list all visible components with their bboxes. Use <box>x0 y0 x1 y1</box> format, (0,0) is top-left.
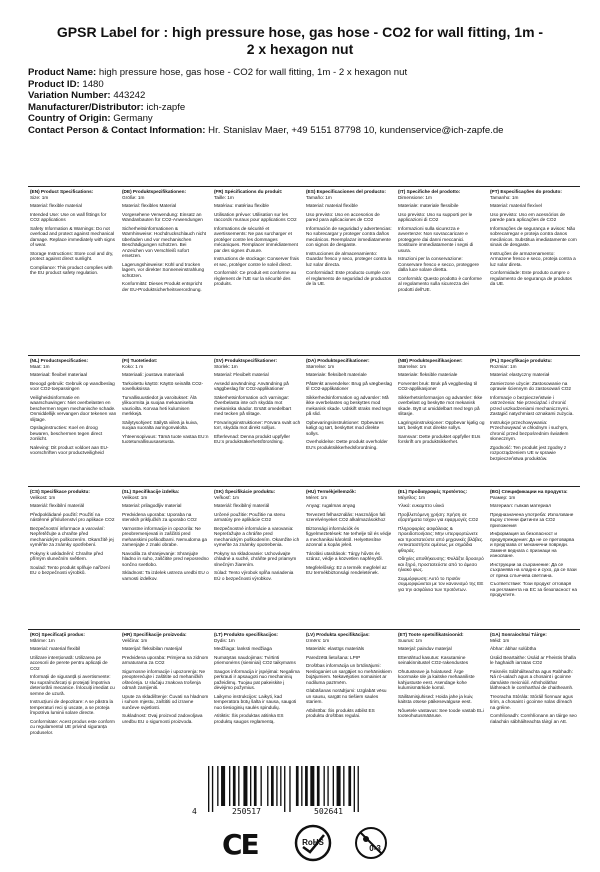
spec-heading: (SK) Špecifikácie produktu: <box>214 489 276 494</box>
spec-line: Säilitamisjuhised: Hoida jahe ja kuiv, kaitsta otsese päikesevalguse eest. <box>398 693 474 704</box>
spec-line: Materiál: flexibilný materiál <box>214 503 270 508</box>
spec-line: Conformidade: Este produto cumpre o regulamento de segurança de produtos da UE. <box>490 270 572 286</box>
spec-line: Material: flexible material <box>30 203 82 208</box>
meta-value: Germany <box>113 113 153 125</box>
barcode-bar <box>296 766 299 806</box>
spec-line: Material: flexibles Material <box>122 203 177 208</box>
spec-line: Forventet bruk: Bruk på veggbeslag til CO2-applikasjoner <box>398 380 477 391</box>
barcode-bar <box>276 766 277 806</box>
spec-line: Upute za skladištenje: Čuvati na hladnom i suhom mjestu, zaštititi od izravne sunčeve svjetlosti. <box>122 693 209 710</box>
spec-line: Anyag: rugalmas anyag <box>306 503 356 508</box>
spec-line: Predviđena uporaba: Primjena na zidnom armaturama za CO2 <box>122 654 209 665</box>
meta-label: Contact Person & Contact Information: <box>28 124 206 136</box>
spec-band <box>28 186 580 355</box>
spec-line: Información de seguridad y advertencias: No sobrecargar y proteger contra daños mecánicos. Reemplazar inmediatamente con signos de desgaste. <box>306 225 392 247</box>
spec-line: Izmērs: 1m <box>306 637 330 643</box>
spec-cell <box>304 487 396 629</box>
spec-line: Konformität: Dieses Produkt entspricht der EU-Produktsicherheitsverordnung. <box>122 281 202 292</box>
spec-line: Conformidad: Este producto cumple con el reglamento de seguridad de productos de la UE. <box>306 270 392 286</box>
spec-line: Treoracha Stórála: Stóráil fionnuar agus tirim, a chosaint i gcoinne solas díreach na gréine. <box>490 693 573 710</box>
barcode-bar <box>212 766 213 812</box>
spec-line: Sigurnosne informacije i upozorenja: Ne preopterećujte i zaštitite od mehaničkih oštećenja. U slučaju znakova trošenja odmah zamijeniti. <box>122 668 206 690</box>
spec-line: Naleving: Dit product voldoet aan EU-voorschriften voor productveiligheid <box>30 444 109 455</box>
rohs-icon <box>294 824 332 862</box>
spec-line: Conformité: Ce produit est conforme au règlement de l'UE sur la sécurité des produits. <box>214 270 297 286</box>
spec-cell <box>28 356 120 486</box>
age-0-3-warning-icon <box>354 826 388 860</box>
spec-cell <box>120 630 212 746</box>
spec-line: Conformitate: Acest produs este conform cu regulamentul UE privind siguranța produselor. <box>30 718 115 735</box>
spec-line: Safety Information & Warnings: Do not overload and protect against mechanical damage. Replace immediately with signs of wear. <box>30 225 115 247</box>
spec-line: Material: material flexível <box>490 203 542 208</box>
spec-cell <box>28 630 120 746</box>
spec-line: Μέγεθος: 1m <box>398 494 426 500</box>
spec-line: Méid: 1m <box>490 637 510 643</box>
spec-heading: (HR) Specifikacije proizvoda: <box>122 632 187 637</box>
spec-heading: (EL) Προδιαγραφές προϊόντος: <box>398 489 468 494</box>
barcode-right-digits: 502641 <box>314 807 343 816</box>
spec-heading: (SV) Produktspecifikationer: <box>214 358 278 363</box>
meta-label: Country of Origin: <box>28 113 111 125</box>
spec-line: Materiál: flexibilní materiál <box>30 503 85 508</box>
spec-line: Dydis: 1m <box>214 637 235 643</box>
spec-line: Bezpečnostní informace a varování: Nepřetěžujte a chraňte před mechanickým poškozením. Okamžitě jej vyměňte za známky opotřebení. <box>30 525 114 547</box>
meta-row <box>28 79 600 91</box>
spec-line: Materiale: materiale flessibile <box>398 203 459 208</box>
spec-line: Veličina: 1m <box>122 637 148 643</box>
spec-cell <box>28 187 120 355</box>
spec-line: Instrucciones de almacenamiento: Guardar fresco y seco, proteger contra la luz solar directa. <box>306 250 392 267</box>
barcode-bar <box>310 766 314 806</box>
spec-heading: (CS) Specifikace produktu: <box>30 489 90 494</box>
spec-line: Material: prilagodljiv material <box>122 503 182 508</box>
spec-line: Informazioni sulla sicurezza e avvertenze: Non sovraccaricare e proteggere dai danni meccanici. Sostituire immediatamente i segni di usura. <box>398 225 474 253</box>
spec-cell <box>120 356 212 486</box>
spec-line: Pokyny na skladovanie: Uchovávajte chladné a suché, chráňte pred priamym slnečným žiarením. <box>214 550 297 567</box>
spec-line: Velikost: 1m <box>30 494 56 500</box>
barcode-left-digits: 250517 <box>232 807 261 816</box>
spec-cell <box>396 187 488 355</box>
spec-line: Instrucțiuni de depozitare: A se păstra la temperaturi reci și uscate, a se proteja împotriva luminii solare directe. <box>30 699 114 715</box>
spec-line: Istruzioni per la conservazione: Conservare fresco e secco, proteggere dalla luce solare diretta. <box>398 256 480 272</box>
spec-line: Informații de siguranță și avertismente: Nu supraîncărcați și protejați împotriva deteriorării mecanice. Înlocuiți imediat cu semne de uzură. <box>30 674 115 696</box>
barcode-bar <box>250 766 251 806</box>
meta-row <box>28 90 600 102</box>
spec-line: Atitiktis: Šis produktas atitinka ES produktų saugos reglamentą. <box>214 713 284 724</box>
spec-heading: (DE) Produktspezifikationen: <box>122 189 187 194</box>
spec-cell <box>488 187 580 355</box>
spec-line: Påtænkt anvendelse: Brug på vægbeslag til CO2-applikationer <box>306 380 392 391</box>
meta-value: high pressure hose, gas hose - CO2 for wall fitting, 1m - 2 x hexagon nut <box>98 67 408 78</box>
spec-line: Uso previsto: Uso en accesorios de pared para aplicaciones de CO2 <box>306 211 380 222</box>
spec-line: Materjal: painduv materjal <box>398 646 452 651</box>
spec-line: Größe: 1m <box>122 194 145 200</box>
spec-heading: (SL) Specifikacije izdelka: <box>122 489 180 494</box>
spec-heading: (HU) Termékjellemzők: <box>306 489 357 494</box>
spec-line: Avsedd användning: Användning på väggbeslag för CO2-applikationer <box>214 380 289 391</box>
svg-text:0-3: 0-3 <box>369 844 381 853</box>
spec-line: Atbilstība: Šis produkts atbilst ES produktu drošības regulai. <box>306 707 375 718</box>
spec-line: Informacje o bezpieczeństwie i ostrzeżenia: Nie przeciążać i chronić przed uszkodzeniami mechanicznymi. Zastąpić natychmiast oznakami zużycia. <box>490 394 574 416</box>
spec-line: Zgodność: Ten produkt jest zgodny z rozporządzeniem UE w sprawie bezpieczeństwa produktów. <box>490 444 567 461</box>
spec-line: Úsáid Beartaithe: Úsáid ar Fheistis bhalla le haghaidh iarratas CO2 <box>490 654 576 665</box>
meta-row <box>28 113 600 125</box>
spec-line: Medžiaga: lanksti medžiaga <box>214 646 272 651</box>
meta-row <box>28 125 600 137</box>
spec-line: Dimensione: 1m <box>398 194 432 200</box>
spec-line: Koko: 1 m <box>122 363 144 369</box>
barcode-bar <box>229 766 230 806</box>
barcode-bar <box>284 766 285 812</box>
spec-line: Instruções de armazenamento: Armazene fresco e seco, proteja contra a luz solar direta. <box>490 250 576 267</box>
barcode-bar <box>343 766 344 806</box>
spec-line: Material: Flexibelt material <box>214 372 269 377</box>
spec-line: Säilytysohjeet: Säilytä viileä ja kuiva, suojaa suoralta auringonvalolta. <box>122 419 199 430</box>
spec-heading: (NL) Productspecificaties: <box>30 358 89 363</box>
barcode-bar <box>337 766 341 806</box>
spec-line: Sikkerhedsinformation og advarsler: Må ikke overbelastes og beskyttes mod mekanisk skade. Udskift straks med tegn på slid. <box>306 394 392 416</box>
spec-cell <box>304 630 396 746</box>
spec-line: Soulad: Tento produkt splňuje nařízení EU o bezpečnosti výrobků. <box>30 564 110 575</box>
spec-line: Intended Use: Use on wall fittings for CO2 applications <box>30 211 107 222</box>
spec-line: Materiaali: joustava materiaali <box>122 372 185 377</box>
spec-heading: (FI) Tuotetiedot: <box>122 358 158 363</box>
spec-line: Samsvar: Dette produktet oppfyller EUs forskrift om produktsikkerhet. <box>398 433 481 444</box>
spec-line: Conformità: Questo prodotto è conforme al regolamento sulla sicurezza dei prodotti dell'UE. <box>398 275 482 292</box>
spec-line: Uso previsto: Uso em acessórios de parede para aplicações de CO2 <box>490 211 566 222</box>
spec-cell <box>488 487 580 629</box>
spec-line: Συμμόρφωση: Αυτό το προϊόν συμμορφώνεται με τον κανονισμό της ΕΕ για την ασφάλεια των προϊόντων. <box>398 575 484 592</box>
spec-line: Lagerungshinweise: Kühl und trocken lagern, vor direkter Sonneneinstrahlung schützen. <box>122 261 205 278</box>
spec-line: Navodila za shranjevanje: Shranjujte hladno in suho, zaščitite pred neposredno sončno svetlobo. <box>122 550 209 567</box>
spec-line: Súlad: Tento výrobok spĺňa nariadenia EÚ o bezpečnosti výrobkov. <box>214 570 294 581</box>
barcode-bar <box>221 766 225 806</box>
spec-line: Overholdelse: Dette produkt overholder EU's produktsikkerhedsforordning. <box>306 439 388 450</box>
spec-line: Størrelse: 1m <box>398 363 427 369</box>
barcode-bar <box>289 766 290 812</box>
page-title: GPSR Label for : high pressure hose, gas hose - CO2 for wall fitting, 1m - 2 x hexagon nut <box>56 24 544 57</box>
spec-line: Zamierzone użycie: Zastosowanie na oprawie ściennym do zastosowań CO2 <box>490 380 572 391</box>
spec-line: Nõuetele vastavus: See toode vastab ELi tooteohutusmääruse. <box>398 707 484 718</box>
meta-value: Hr. Stanislav Maer, +49 5151 87798 10, kundenservice@ich-zapfe.de <box>208 124 504 136</box>
spec-line: Uso previsto: Uso su supporti per le applicazioni di CO2 <box>398 211 473 222</box>
barcode-bar <box>348 766 351 806</box>
spec-line: Materiale: fleksible materiale <box>398 372 458 377</box>
spec-line: Υλικό: ευκαμπτο υλικό <box>398 503 445 508</box>
spec-heading: (GA) Sonraíochtaí Táirge: <box>490 632 547 637</box>
spec-cell <box>212 356 304 486</box>
spec-cell <box>304 356 396 486</box>
barcode-bar <box>333 766 334 806</box>
meta-value: ich-zapfe <box>146 101 186 113</box>
spec-line: Beoogd gebruik: Gebruik op wandbeslag voor CO2-toepassingen <box>30 380 115 391</box>
spec-line: Material: material flexibil <box>30 646 81 651</box>
spec-heading: (EN) Product Specifications: <box>30 189 94 194</box>
spec-line: Maat: 1m <box>30 363 50 369</box>
spec-heading: (DA) Produktspecifikationer: <box>306 358 370 363</box>
spec-heading: (IT) Specifiche del prodotto: <box>398 189 461 194</box>
barcode-bar <box>271 766 274 806</box>
spec-line: Πληροφορίες ασφάλειας & προειδοποιήσεις: Μην υπερφορτώνετε και προστατεύστε από μηχανικές βλάβες. Αντικαταστήστε αμέσως με σημάδια φθοράς. <box>398 525 484 553</box>
spec-line: Opslaginstructies: Koel en droog bewaren, beschermen tegen direct zonlicht. <box>30 425 103 441</box>
meta-row <box>28 67 600 79</box>
spec-line: Varnostne informacije in opozorila: Ne preobremenjevati in zaščititi pred mehanskimi poškodbami. Nemudoma ga zamenjajte z znaki obrabe. <box>122 525 207 547</box>
spec-line: Tamanho: 1m <box>490 194 519 200</box>
spec-line: Veiligheidsinformatie en waarschuwingen: Niet overbelasten en beschermen tegen mechanische schade. Onmiddellijk vervangen door tekenen van slijtage. <box>30 394 117 422</box>
spec-line: Lagringsinstruksjoner: Oppbevar kjølig og tørt, beskytt mot direkte sollys. <box>398 419 485 430</box>
spec-band <box>28 486 580 629</box>
spec-line: Materiāls: elastīgs materiāls <box>306 646 365 651</box>
spec-heading: (FR) Spécifications du produit: <box>214 189 283 194</box>
spec-line: Určené použitie: Použitie na stenu armatúry pre aplikácie CO2 <box>214 511 286 522</box>
spec-line: Veľkosť: 1m <box>214 494 240 500</box>
spec-line: Matériau: matériau flexible <box>214 203 269 208</box>
spec-line: Materiaal: flexibel materiaal <box>30 372 88 377</box>
spec-heading: (PT) Especificações do produto: <box>490 189 562 194</box>
spec-line: Mărime: 1m <box>30 637 55 643</box>
spec-line: Tervezett felhasználás: Használjon fali szerelvényeket CO2 alkalmazásokhoz <box>306 511 386 522</box>
barcode-bar <box>317 766 320 806</box>
spec-line: Tarkoitettu käyttö: Käyttö seinällä CO2-sovelluksissa <box>122 380 204 391</box>
spec-line: Yhteensopivuus: Tämä tuote vastaa EU:n tuoteturvallisuusasetusta. <box>122 433 209 444</box>
barcode-bar <box>327 766 328 806</box>
meta-value: 443242 <box>113 90 146 102</box>
spec-line: Storlek: 1m <box>214 363 238 369</box>
barcode-bar <box>254 766 257 806</box>
barcode-bar <box>280 766 281 806</box>
spec-line: Utilisation prévue: Utilisation sur les raccords muraux pour applications CO2 <box>214 211 297 222</box>
spec-line: Informações de segurança e avisos: Não sobrecarregar e proteja contra danos mecânicos. Substitua imediatamente com sinais de desgaste. <box>490 225 577 247</box>
certification-icons <box>222 824 402 866</box>
spec-heading: (LV) Produkta specifikācijas: <box>306 632 370 637</box>
spec-line: Instrukcje przechowywania: Przechowywać w chłodnym i suchym, chronić przed bezpośrednim światłem słonecznym. <box>490 419 569 441</box>
spec-line: Materijal: fleksibilan materijal <box>122 646 182 651</box>
spec-heading: (BG) Спецификации на продукта: <box>490 489 568 494</box>
spec-cell <box>212 487 304 629</box>
spec-cell <box>396 487 488 629</box>
spec-line: Информация за безопасност и предупреждения: Да не се претоварва и предпазва от механични повреди. Заменя веднага с признаци на износване. <box>490 531 575 558</box>
spec-line: Säkerhetsinformation och varningar: Överbelasta inte och skydda mot mekaniska skador. Ersätt omedelbart med tecken på slitage. <box>214 394 292 416</box>
spec-line: Vorgesehene Verwendung: Einsatz an Wandanbauten für CO2-Anwendungen <box>122 211 203 222</box>
spec-cell <box>120 187 212 355</box>
barcode-bar <box>301 766 302 806</box>
barcode-bar <box>208 766 209 812</box>
spec-line: Biztonsági információk és figyelmeztetések: Ne terhelje túl és védje a mechanikai károktól. Helyettesítse azonnal a kopás jeleit. <box>306 525 392 547</box>
spec-line: Sikkerhetsinformasjon og advarsler: Ikke overbelast og beskytte mot mekanisk skade. Bytt ut umiddelbart med tegn på slitasje. <box>398 394 483 416</box>
product-meta <box>28 67 600 137</box>
spec-line: Compliance: This product complies with the EU product safety regulation. <box>30 264 113 275</box>
spec-band <box>28 629 580 746</box>
spec-line: Suurus: 1m <box>398 637 422 643</box>
spec-line: Sicherheitsinformationen & Warnhinweise: Hochdruckschlauch nicht überladen und vor mechanischen Beschädigungen schützen. Bei Anzeichen von Verschleiß sofort ersetzen. <box>122 225 206 258</box>
spec-line: Pokyny k uskladnění: Chraňte před přímým slunečním světlem. <box>30 550 103 561</box>
spec-heading: (LT) Produkto specifikacijos: <box>214 632 278 637</box>
svg-text:RoHS: RoHS <box>302 838 324 847</box>
spec-line: Instructions de stockage: Conserver frais et sec, protéger contre le soleil direct. <box>214 256 299 267</box>
spec-line: Bezpečnostné informácie a varovania: Nepreťažujte a chráňte pred mechanickým poškodením. Okamžite ich vymeňte za známky opotrebenia. <box>214 525 300 547</box>
barcode-bar <box>233 766 236 806</box>
spec-line: Ohutusteave ja hoiatused: Ärge koormake üle ja kaitske mehaaniliste kahjustuste eest. Asendage kohe kulumismärkide korral. <box>398 668 475 690</box>
barcode-bar <box>267 766 268 806</box>
spec-line: Οδηγίες αποθήκευσης: Φυλάξτε δροσερό και ξηρό, προστατεύστε από το άμεσο ηλιακό φως. <box>398 556 484 572</box>
spec-line: Laikymo instrukcijos: Laikyti, kad temperatūra būtų šalta ir sausa, saugoti nuo tiesioginių saulės spindulių. <box>214 693 297 710</box>
spec-line: Turvallisuustiedot ja varoitukset: Älä ylikuormita ja suojaa mekaaniselta vaurioilta. Korvaa heti kulumisen merkkejä. <box>122 394 197 416</box>
barcode-bar <box>243 766 247 806</box>
spec-heading: (ET) Toote spetsifikatsioonid: <box>398 632 464 637</box>
spec-line: Numatytas naudojimas: Tvirtinti priemonėms (sieniniai) CO2 taikymams <box>214 654 296 665</box>
barcode-bar <box>324 766 325 806</box>
spec-line: Skladnost: Ta izdelek ustreza uredbi EU o varnosti izdelkov. <box>122 570 209 581</box>
spec-line: Rozmiar: 1m <box>490 363 517 369</box>
spec-line: Størrelse: 1m <box>306 363 335 369</box>
spec-cell <box>212 630 304 746</box>
ce-mark-icon: CE <box>222 828 258 861</box>
meta-label: Variation Number: <box>28 90 111 102</box>
spec-line: Material: material flexible <box>306 203 358 208</box>
barcode-bar <box>305 766 308 806</box>
spec-line: Comhlíonadh: Comhlíonann an táirge seo rialachán sábháilteachta táirgí an AE. <box>490 713 577 724</box>
spec-line: Size: 1m <box>30 194 49 200</box>
spec-line: Предназначена употреба: Използване върху стенни фитинги за CO2 приложения <box>490 511 574 528</box>
spec-line: Drošības informācija un brīdinājumi: Nesloganiet un sargājiet no mehāniskiem bojājumiem. Nekavējoties nomainiet ar nodiluma pazīmēm. <box>306 663 392 685</box>
spec-cell <box>304 187 396 355</box>
spec-line: Predvidena uporaba: Uporaba na stenskih priključkih za uporabo CO2 <box>122 511 197 522</box>
spec-line: Předpokládané použití: Použití na nástěnné příslušenství pro aplikace CO2 <box>30 511 115 522</box>
spec-line: Ettenähtud kasutus: Kasutamine seinakinnitustel CO2-rakendustes <box>398 654 469 665</box>
spec-line: Taille: 1m <box>214 194 234 200</box>
barcode-bar <box>217 766 218 806</box>
spec-line: Tamaño: 1m <box>306 194 332 200</box>
spec-line: Tárolási utasítások: Tárgy hűvös és száraz, védje a közvetlen napfénytől. <box>306 550 383 561</box>
spec-line: Megfelelőség: Ez a termék megfelel az EU termékbiztonsági rendeletének. <box>306 564 387 575</box>
spec-line: Efterlevnad: Denna produkt uppfyller EU:s produktsäkerhetsförordning. <box>214 433 291 444</box>
spec-line: Utilizare intenționată: Utilizarea pe accesorii de perete pentru aplicații de CO2 <box>30 654 108 671</box>
spec-line: Ábhar: ábhar solúbtha <box>490 646 537 651</box>
spec-band <box>28 355 580 486</box>
spec-line: Informations de sécurité et avertissements: Ne pas surcharger et protéger contre les dommages mécaniques. Remplacer immédiatement par des signes d'usure. <box>214 225 298 253</box>
spec-cell <box>396 630 488 746</box>
barcode-bar <box>358 766 359 812</box>
spec-line: Προβλεπόμενη χρήση: Χρήση σε εξαρτήματα τοίχου για εφαρμογές CO2 <box>398 511 479 522</box>
spec-heading: (RO) Specificații produs: <box>30 632 85 637</box>
specifications-grid <box>28 186 580 746</box>
barcode-lead-digit: 4 <box>192 807 197 816</box>
spec-line: Glabāšanas norādījumi: Uzglabāt vēsu un sausu, sargāt no tiešiem saules stariem. <box>306 688 387 704</box>
meta-row <box>28 102 600 114</box>
ean-barcode <box>196 766 396 816</box>
spec-line: Paredzētā lietošana: LPIP <box>306 654 361 660</box>
spec-cell <box>396 356 488 486</box>
barcode-bar <box>354 766 355 812</box>
meta-value: 1480 <box>82 78 104 90</box>
spec-line: Saugos informacija ir įspėjimai: Negalima perkrauti ir apsaugoti nuo mechaninių pažeidimų. Tuojau pat pakeiskite į dėvėjimo požymius. <box>214 668 300 690</box>
spec-cell <box>488 356 580 486</box>
spec-line: Velikost: 1m <box>122 494 148 500</box>
spec-line: Размер: 1m <box>490 494 516 500</box>
spec-heading: (ES) Especificaciones del producto: <box>306 189 386 194</box>
barcode-bar <box>261 766 262 806</box>
spec-line: Opbevaringsinstruktioner: Opbevares køligt og tørt, beskyttet mod direkte sollys. <box>306 419 384 436</box>
meta-label: Product Name: <box>28 67 97 78</box>
spec-line: Förvaringsinstruktioner: Förvara svalt och torr, skydda mot direkt solljus. <box>214 419 301 430</box>
barcode-bar <box>238 766 239 806</box>
spec-line: Faisnéis Sábháilteachta agus Rabhadh: Ná ró-ualach agus a chosaint i gcoinne damáiste meicniúil. Athsholáthar láithreach le comharthaí de chaitheamh. <box>490 668 574 690</box>
spec-heading: (PL) Specyfikacje produktu: <box>490 358 552 363</box>
spec-cell <box>28 487 120 629</box>
spec-line: Méret: 1m <box>306 494 328 500</box>
spec-line: Инструкции за съхранение: Да се съхранява на хладно и сухо, да се пази от пряка слънчева светлина. <box>490 561 577 578</box>
spec-line: Materiale: fleksibelt materiale <box>306 372 367 377</box>
spec-line: Sukladnost: Ovaj proizvod zadovoljava uredbu EU o sigurnosti proizvoda. <box>122 713 203 724</box>
spec-cell <box>488 630 580 746</box>
meta-label: Manufacturer/Distributor: <box>28 101 144 113</box>
spec-line: Storage Instructions: Store cool and dry, protect against direct sunlight. <box>30 250 114 261</box>
spec-cell <box>212 187 304 355</box>
spec-line: Съответствие: Този продукт отговаря на регламента на ЕС за безопасност на продуктите. <box>490 581 577 597</box>
spec-line: Материал: гъвкав материал <box>490 503 552 508</box>
spec-cell <box>120 487 212 629</box>
spec-line: Materiał: elastyczny materiał <box>490 372 550 377</box>
spec-heading: (NB) Produktspesifikasjoner: <box>398 358 463 363</box>
meta-label: Product ID: <box>28 78 80 90</box>
